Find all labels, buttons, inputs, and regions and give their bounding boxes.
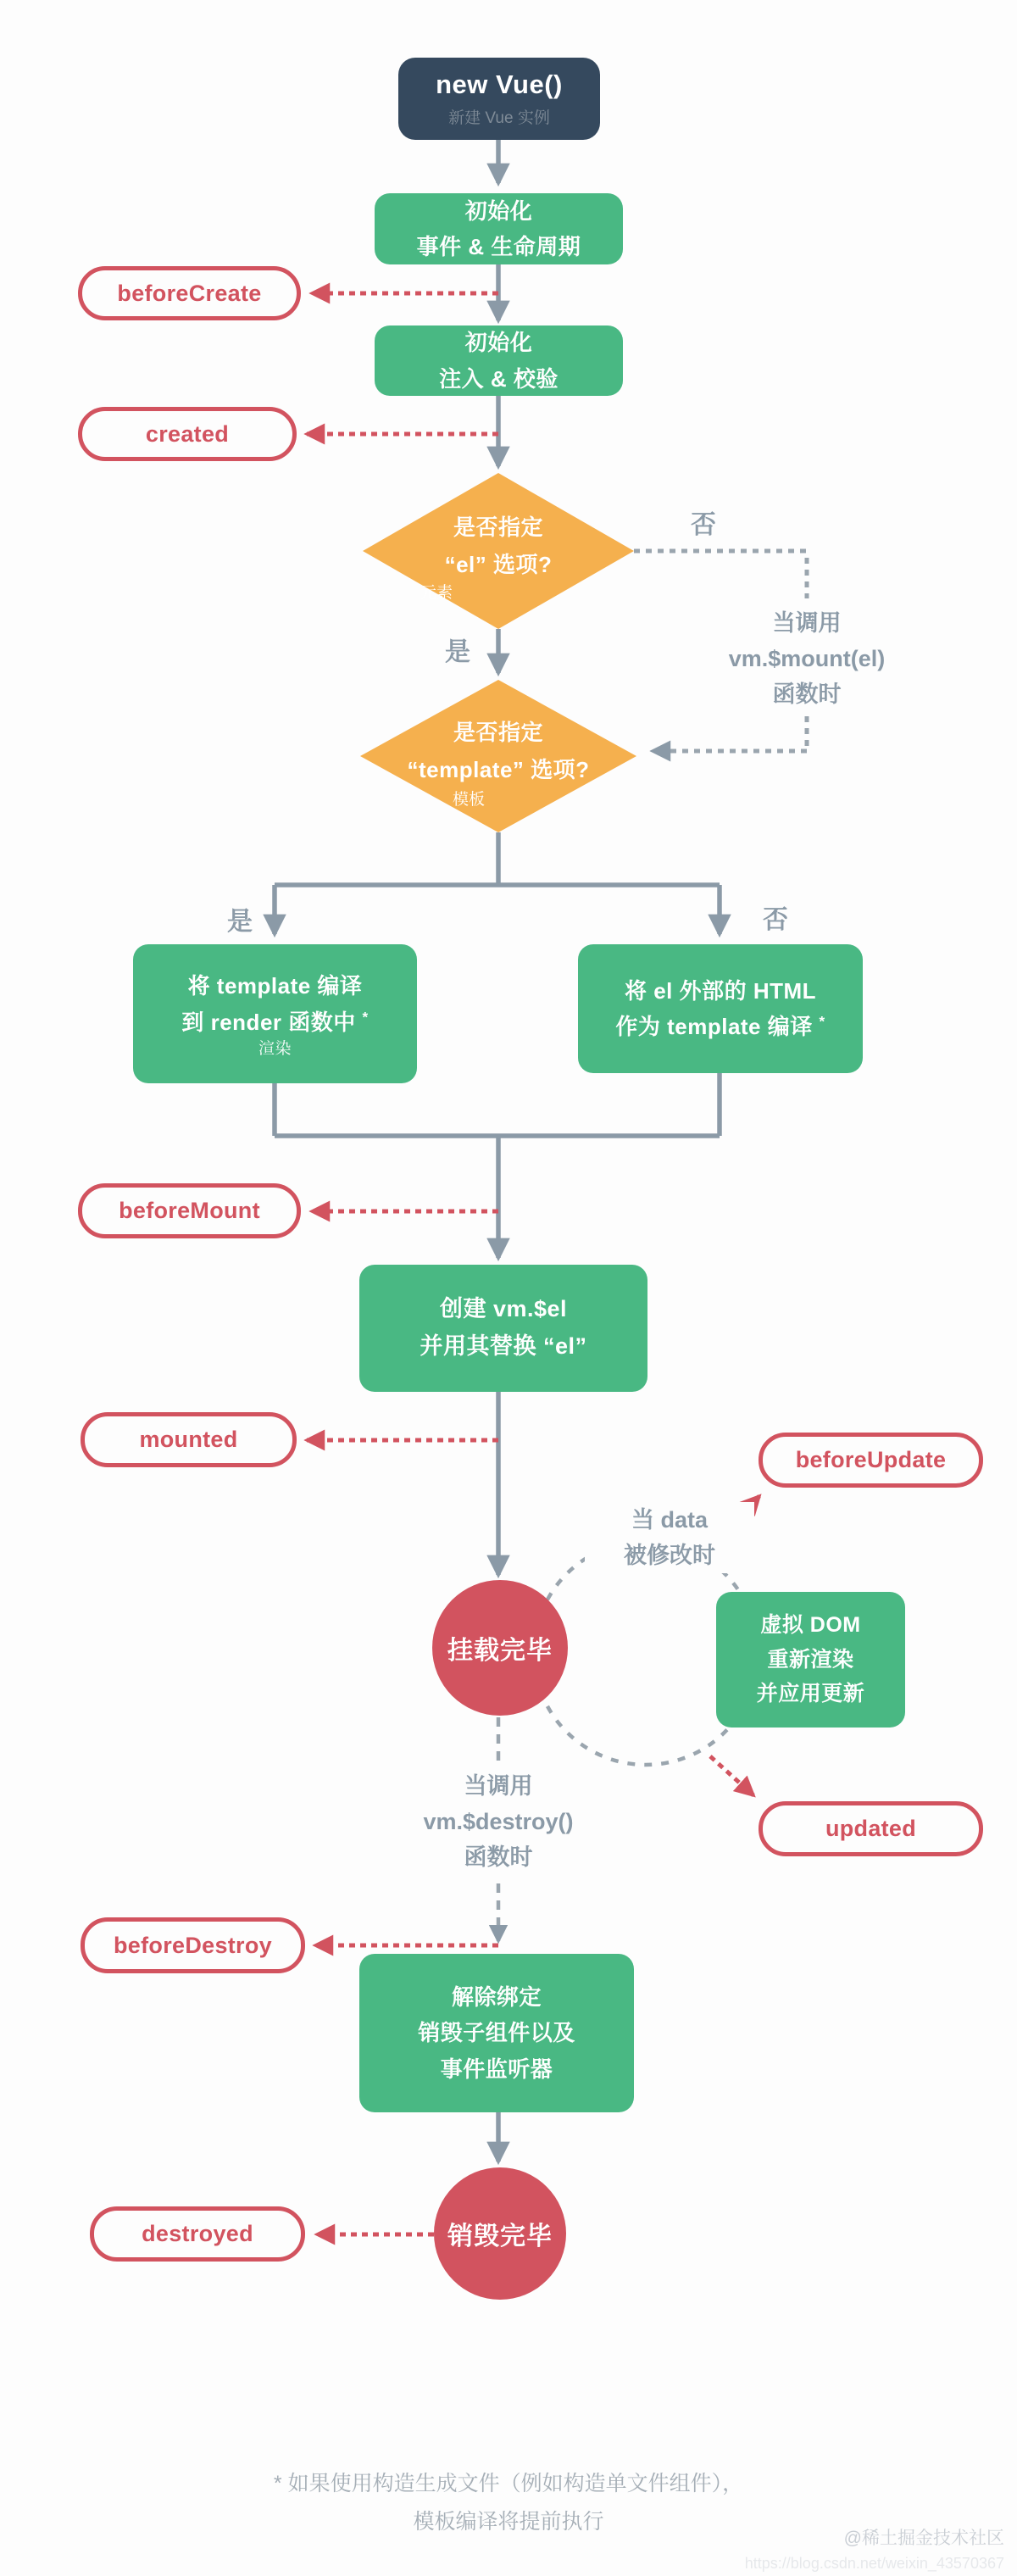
diamond-template-question — [363, 714, 634, 788]
mount-call-callout — [680, 605, 934, 712]
footnote-line2: 模板编译将提前执行 — [413, 2510, 604, 2534]
data-changed-callout — [585, 1502, 754, 1573]
watermark-url: https://blog.csdn.net/weixin_43570367 — [744, 2555, 1004, 2572]
hook-before-destroy — [81, 1917, 305, 1973]
compile-template-note: 渲染 — [258, 1039, 292, 1058]
create-el-line2: 并用其替换 “el” — [420, 1333, 587, 1359]
edge-label-no-el: 否 — [691, 511, 716, 539]
hook-destroyed — [90, 2206, 305, 2262]
footnote-line1: * 如果使用构造生成文件（例如构造单文件组件）， — [273, 2472, 744, 2495]
vdom-line3: 并应用更新 — [756, 1682, 865, 1706]
compile-el-html-line1: 将 el 外部的 HTML — [624, 977, 817, 1004]
mounted-complete-circle — [432, 1580, 568, 1716]
init-events-node — [375, 193, 623, 264]
compile-el-html-node — [578, 944, 863, 1073]
asterisk-mark: * — [362, 1008, 369, 1025]
hook-destroyed-label: destroyed — [142, 2221, 253, 2246]
hook-before-mount — [78, 1183, 301, 1238]
diamond-el-line2: “el” 选项? — [444, 552, 553, 577]
vdom-rerender-node — [716, 1592, 905, 1728]
edge-label-yes-template: 是 — [227, 908, 253, 936]
watermark-community: @稀土掘金技术社区 — [843, 2529, 1004, 2548]
destroy-call-callout — [371, 1768, 625, 1875]
teardown-node — [359, 1954, 634, 2112]
vdom-line2: 重新渲染 — [767, 1647, 854, 1672]
hook-created-label: created — [145, 420, 230, 447]
mount-call-line2: vm.$mount(el) — [728, 646, 886, 671]
mount-call-line3: 函数时 — [772, 682, 842, 707]
vdom-line1: 虚拟 DOM — [760, 1613, 861, 1638]
asterisk-mark: * — [819, 1013, 825, 1030]
destroy-call-line2: vm.$destroy() — [423, 1809, 574, 1834]
edge-label-yes-el: 是 — [445, 638, 470, 666]
diamond-el-note: 元素 — [420, 584, 453, 602]
hook-mounted-label: mounted — [139, 1427, 238, 1452]
hook-updated — [759, 1801, 983, 1856]
hook-mounted — [81, 1412, 297, 1467]
destroy-call-line1: 当调用 — [464, 1773, 533, 1799]
diamond-el-line1: 是否指定 — [453, 515, 543, 540]
destroyed-complete-circle — [434, 2167, 566, 2300]
hook-updated-label: updated — [825, 1816, 917, 1841]
mounted-complete-label: 挂载完毕 — [447, 1637, 553, 1665]
init-events-line2: 事件 & 生命周期 — [416, 234, 581, 259]
edge-label-no-template: 否 — [763, 906, 788, 934]
data-changed-line2: 被修改时 — [624, 1543, 715, 1568]
init-events-line1: 初始化 — [464, 198, 533, 224]
data-changed-line1: 当 data — [631, 1507, 709, 1533]
create-el-node — [359, 1265, 647, 1392]
teardown-line2: 销毁子组件以及 — [418, 2020, 575, 2046]
destroy-call-line3: 函数时 — [464, 1844, 533, 1870]
teardown-line3: 事件监听器 — [440, 2056, 553, 2082]
init-injections-node — [375, 325, 623, 396]
hook-before-mount-label: beforeMount — [119, 1198, 260, 1223]
hook-created — [78, 407, 297, 461]
new-vue-subtitle: 新建 Vue 实例 — [448, 109, 550, 127]
watermark — [593, 2524, 1004, 2573]
compile-template-line1: 将 template 编译 — [187, 973, 363, 999]
init-injections-line2: 注入 & 校验 — [439, 365, 559, 392]
diamond-el-question — [380, 509, 617, 583]
compile-template-node — [133, 944, 417, 1083]
diamond-template-line1: 是否指定 — [453, 720, 543, 745]
new-vue-node — [398, 58, 600, 140]
create-el-line1: 创建 vm.$el — [439, 1296, 568, 1322]
new-vue-title: new Vue() — [436, 70, 563, 99]
hook-before-update-label: beforeUpdate — [795, 1447, 947, 1472]
hook-before-create-label: beforeCreate — [117, 280, 262, 306]
init-injections-line1: 初始化 — [464, 330, 533, 356]
destroyed-complete-label: 销毁完毕 — [447, 2223, 553, 2251]
hook-before-create — [78, 266, 301, 320]
diamond-template-line2: “template” 选项? — [407, 757, 590, 782]
hook-before-update — [759, 1433, 983, 1488]
hook-before-destroy-label: beforeDestroy — [114, 1932, 272, 1958]
mount-call-line1: 当调用 — [772, 610, 842, 636]
compile-template-line2: 到 render 函数中 * — [181, 1008, 369, 1035]
teardown-line1: 解除绑定 — [451, 1984, 542, 2011]
compile-el-html-line2: 作为 template 编译 * — [615, 1013, 825, 1039]
diamond-template-note: 模板 — [452, 791, 485, 809]
